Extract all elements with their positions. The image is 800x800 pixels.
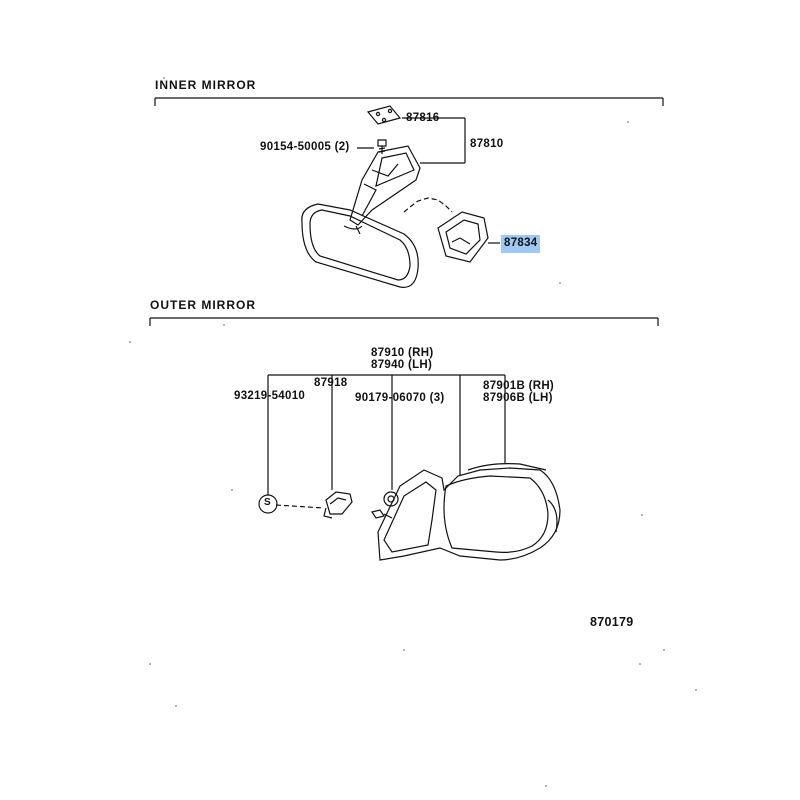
- cable-connector: [372, 510, 392, 518]
- part-label-87810: 87810: [470, 138, 504, 150]
- part-label-87918: 87918: [314, 377, 348, 389]
- scan-specks: [129, 77, 697, 787]
- part-label-87910: 87910 (RH): [371, 347, 434, 359]
- part-label-87940: 87940 (LH): [371, 359, 433, 371]
- outer-section-bracket: [150, 318, 658, 326]
- inner-mirror-section-title: INNER MIRROR: [155, 78, 257, 92]
- s-symbol-label: S: [264, 497, 271, 508]
- part-label-90179-06070: 90179-06070 (3): [355, 392, 445, 404]
- part-label-90154-50005: 90154-50005 (2): [260, 141, 350, 153]
- part-label-87816: 87816: [406, 112, 440, 124]
- part-label-87834-highlighted[interactable]: 87834: [501, 235, 540, 253]
- part-label-93219-54010: 93219-54010: [234, 390, 306, 402]
- clip-87918: [324, 492, 352, 518]
- outer-mirror-body: [378, 464, 560, 560]
- outer-mirror-section-title: OUTER MIRROR: [150, 298, 256, 312]
- inner-section-bracket: [155, 98, 663, 106]
- inner-mirror-body: [302, 204, 418, 287]
- part-label-87906b: 87906B (LH): [483, 392, 553, 404]
- mounting-plate-87816: [368, 106, 400, 124]
- part-label-87901b: 87901B (RH): [483, 380, 555, 392]
- mirror-cover-87834: [438, 212, 488, 262]
- catalog-number: 870179: [590, 615, 634, 629]
